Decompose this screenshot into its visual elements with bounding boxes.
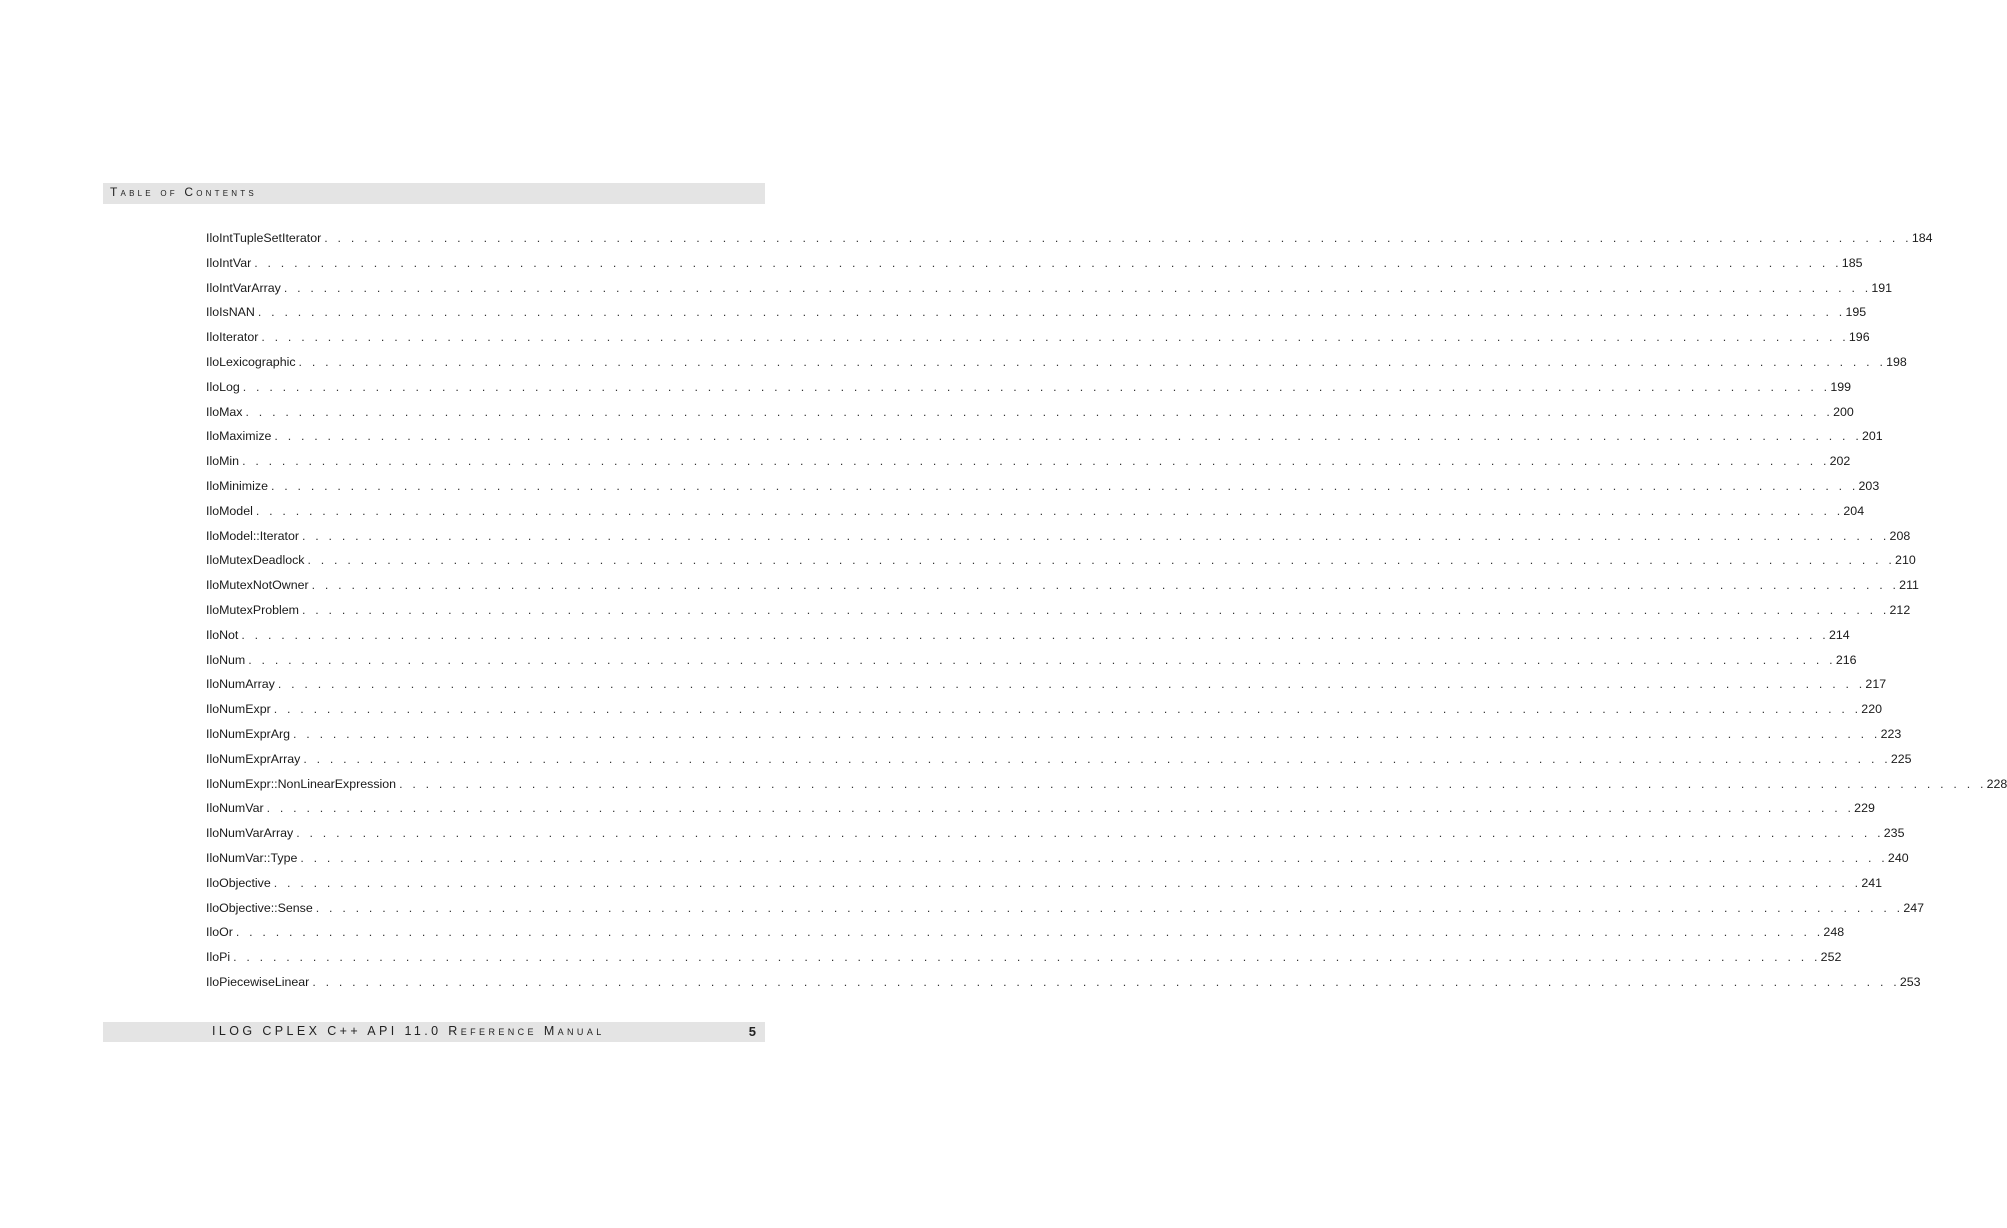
toc-entry-page[interactable]: 253 [1899,974,1921,989]
toc-entry[interactable] [206,228,1933,253]
toc-entry-page[interactable]: 211 [1899,578,1919,593]
toc-entry-page[interactable]: 200 [1833,404,1854,419]
toc-entry-page[interactable]: 198 [1886,354,1907,369]
toc-entry-name[interactable]: IloMin [206,454,240,469]
toc-entry[interactable] [206,774,2007,799]
toc-entry-page[interactable]: 235 [1883,826,1905,841]
toc-entry-name[interactable]: IloMutexProblem [206,602,299,617]
toc-entry[interactable] [206,253,1863,278]
toc-entry-page[interactable]: 204 [1843,503,1865,518]
toc-entry[interactable] [206,898,1925,923]
toc-entry-name[interactable]: IloIsNAN [206,305,255,320]
toc-entry-name[interactable]: IloMinimize [206,478,268,493]
toc-entry-name[interactable]: IloModel [206,503,253,518]
dot-leader: . . . . . . . . . . . . . . . . . . . . . . . . . . . . . . . . . . . . . . . . . . . . . . . . . . . . . . . . . . . . . . . . . . . . . . . . . . . . . . . . . . . . . . . . . . . . . . . . . . . . . . . . . . . . . . . . . . . . . . . . [233,950,1821,965]
dot-leader: . . . . . . . . . . . . . . . . . . . . . . . . . . . . . . . . . . . . . . . . . . . . . . . . . . . . . . . . . . . . . . . . . . . . . . . . . . . . . . . . . . . . . . . . . . . . . . . . . . . . . . . . . . . . . . . . . . . . . . . . [324,231,1912,245]
toc-entry[interactable] [206,501,1865,526]
toc-entry-name[interactable]: IloOr [206,925,233,940]
toc-entry-page[interactable]: 248 [1823,925,1845,940]
toc-entry[interactable] [206,922,1845,947]
dot-leader: . . . . . . . . . . . . . . . . . . . . . . . . . . . . . . . . . . . . . . . . . . . . . . . . . . . . . . . . . . . . . . . . . . . . . . . . . . . . . . . . . . . . . . . . . . . . . . . . . . . . . . . . . . . . . . . . . . . . . . . . [301,528,1890,543]
toc-entry-page[interactable]: 225 [1890,751,1912,766]
dot-leader: . . . . . . . . . . . . . . . . . . . . . . . . . . . . . . . . . . . . . . . . . . . . . . . . . . . . . . . . . . . . . . . . . . . . . . . . . . . . . . . . . . . . . . . . . . . . . . . . . . . . . . . . . . . . . . . . . . . . . . . . [266,801,1855,816]
toc-entry-page[interactable]: 214 [1828,627,1850,642]
dot-leader: . . . . . . . . . . . . . . . . . . . . . . . . . . . . . . . . . . . . . . . . . . . . . . . . . . . . . . . . . . . . . . . . . . . . . . . . . . . . . . . . . . . . . . . . . . . . . . . . . . . . . . . . . . . . . . . . . . . . . . . . [311,578,1900,593]
dot-leader: . . . . . . . . . . . . . . . . . . . . . . . . . . . . . . . . . . . . . . . . . . . . . . . . . . . . . . . . . . . . . . . . . . . . . . . . . . . . . . . . . . . . . . . . . . . . . . . . . . . . . . . . . . . . . . . . . . . . . . . . [241,627,1829,642]
toc-entry-name[interactable]: IloNumArray [206,677,275,692]
toc-entry-name[interactable]: IloNumExpr [206,702,271,717]
dot-leader: . . . . . . . . . . . . . . . . . . . . . . . . . . . . . . . . . . . . . . . . . . . . . . . . . . . . . . . . . . . . . . . . . . . . . . . . . . . . . . . . . . . . . . . . . . . . . . . . . . . . . . . . . . . . . . . . . . . . . . . . [315,900,1904,915]
toc-entry-name[interactable]: IloIntVar [206,255,252,270]
toc-entry[interactable] [206,377,1852,402]
toc-entry-name[interactable]: IloNumVar [206,801,264,816]
dot-leader: . . . . . . . . . . . . . . . . . . . . . . . . . . . . . . . . . . . . . . . . . . . . . . . . . . . . . . . . . . . . . . . . . . . . . . . . . . . . . . . . . . . . . . . . . . . . . . . . . . . . . . . . . . . . . . . . . . . . . . . . [245,404,1834,419]
dot-leader: . . . . . . . . . . . . . . . . . . . . . . . . . . . . . . . . . . . . . . . . . . . . . . . . . . . . . . . . . . . . . . . . . . . . . . . . . . . . . . . . . . . . . . . . . . . . . . . . . . . . . . . . . . . . . . . . . . . . . . . . [307,553,1896,568]
toc-entry-page[interactable]: 228 [1986,776,2007,791]
toc-entry[interactable] [206,302,1867,327]
toc-entry-page[interactable]: 252 [1820,950,1842,965]
toc-entry-name[interactable]: IloIntTupleSetIterator [206,231,322,245]
toc-entry[interactable] [206,550,1916,575]
toc-entry-name[interactable]: IloObjective::Sense [206,900,313,915]
toc-entry-page[interactable]: 240 [1887,850,1909,865]
dot-leader: . . . . . . . . . . . . . . . . . . . . . . . . . . . . . . . . . . . . . . . . . . . . . . . . . . . . . . . . . . . . . . . . . . . . . . . . . . . . . . . . . . . . . . . . . . . . . . . . . . . . . . . . . . . . . . . . . . . . . . . . [283,280,1872,295]
header-title: Table of Contents [110,185,257,199]
toc-entry-name[interactable]: IloNot [206,627,239,642]
toc-entry[interactable] [206,823,1905,848]
dot-leader: . . . . . . . . . . . . . . . . . . . . . . . . . . . . . . . . . . . . . . . . . . . . . . . . . . . . . . . . . . . . . . . . . . . . . . . . . . . . . . . . . . . . . . . . . . . . . . . . . . . . . . . . . . . . . . . . . . . . . . . . [254,255,1842,270]
page-number: 5 [748,1024,756,1039]
toc-entry-name[interactable]: IloModel::Iterator [206,528,299,543]
toc-entry-name[interactable]: IloIntVarArray [206,280,281,295]
toc-entry[interactable] [206,724,1902,749]
toc-entry-name[interactable]: IloNumVarArray [206,826,294,841]
toc-entry[interactable] [206,278,1893,303]
dot-leader: . . . . . . . . . . . . . . . . . . . . . . . . . . . . . . . . . . . . . . . . . . . . . . . . . . . . . . . . . . . . . . . . . . . . . . . . . . . . . . . . . . . . . . . . . . . . . . . . . . . . . . . . . . . . . . . . . . . . . . . . [312,974,1900,989]
dot-leader: . . . . . . . . . . . . . . . . . . . . . . . . . . . . . . . . . . . . . . . . . . . . . . . . . . . . . . . . . . . . . . . . . . . . . . . . . . . . . . . . . . . . . . . . . . . . . . . . . . . . . . . . . . . . . . . . . . . . . . . . [248,652,1836,667]
dot-leader: . . . . . . . . . . . . . . . . . . . . . . . . . . . . . . . . . . . . . . . . . . . . . . . . . . . . . . . . . . . . . . . . . . . . . . . . . . . . . . . . . . . . . . . . . . . . . . . . . . . . . . . . . . . . . . . . . . . . . . . . [273,875,1862,890]
dot-leader: . . . . . . . . . . . . . . . . . . . . . . . . . . . . . . . . . . . . . . . . . . . . . . . . . . . . . . . . . . . . . . . . . . . . . . . . . . . . . . . . . . . . . . . . . . . . . . . . . . . . . . . . . . . . . . . . . . . . . . . . [235,925,1824,940]
dot-leader: . . . . . . . . . . . . . . . . . . . . . . . . . . . . . . . . . . . . . . . . . . . . . . . . . . . . . . . . . . . . . . . . . . . . . . . . . . . . . . . . . . . . . . . . . . . . . . . . . . . . . . . . . . . . . . . . . . . . . . . . [242,379,1831,394]
toc-entry[interactable] [206,674,1887,699]
toc-entry[interactable] [206,352,1907,377]
dot-leader: . . . . . . . . . . . . . . . . . . . . . . . . . . . . . . . . . . . . . . . . . . . . . . . . . . . . . . . . . . . . . . . . . . . . . . . . . . . . . . . . . . . . . . . . . . . . . . . . . . . . . . . . . . . . . . . . . . . . . . . . [300,850,1888,865]
toc-entry[interactable] [206,526,1911,551]
toc-entry-name[interactable]: IloNumVar::Type [206,850,298,865]
toc-entry-page[interactable]: 229 [1854,801,1875,816]
toc-entry-name[interactable]: IloMax [206,404,243,419]
toc-entry-page[interactable]: 191 [1871,280,1893,295]
toc-entry[interactable] [206,873,1882,898]
toc-list [206,228,2007,997]
toc-entry[interactable] [206,972,1921,997]
dot-leader: . . . . . . . . . . . . . . . . . . . . . . . . . . . . . . . . . . . . . . . . . . . . . . . . . . . . . . . . . . . . . . . . . . . . . . . . . . . . . . . . . . . . . . . . . . . . . . . . . . . . . . . . . . . . . . . . . . . . . . . . [257,305,1846,320]
toc-entry-name[interactable]: IloIterator [206,330,259,345]
toc-entry-page[interactable]: 217 [1865,677,1887,692]
toc-entry[interactable] [206,476,1880,501]
dot-leader: . . . . . . . . . . . . . . . . . . . . . . . . . . . . . . . . . . . . . . . . . . . . . . . . . . . . . . . . . . . . . . . . . . . . . . . . . . . . . . . . . . . . . . . . . . . . . . . . . . . . . . . . . . . . . . . . . . . . . . . . [301,602,1890,617]
toc-entry-page[interactable]: 185 [1841,255,1863,270]
toc-entry[interactable] [206,625,1850,650]
toc-entry-name[interactable]: IloNum [206,652,246,667]
toc-entry[interactable] [206,848,1909,873]
running-footer [103,1022,765,1042]
toc-entry[interactable] [206,327,1870,352]
toc-entry-page[interactable]: 212 [1889,602,1911,617]
toc-entry[interactable] [206,600,1911,625]
toc-entry-page[interactable]: 199 [1830,379,1852,394]
dot-leader: . . . . . . . . . . . . . . . . . . . . . . . . . . . . . . . . . . . . . . . . . . . . . . . . . . . . . . . . . . . . . . . . . . . . . . . . . . . . . . . . . . . . . . . . . . . . . . . . . . . . . . . . . . . . . . . . . . . . . . . . [296,826,1884,841]
toc-entry-page[interactable]: 216 [1835,652,1857,667]
toc-entry-page[interactable]: 201 [1861,429,1883,444]
toc-entry-name[interactable]: IloMutexDeadlock [206,553,305,568]
dot-leader: . . . . . . . . . . . . . . . . . . . . . . . . . . . . . . . . . . . . . . . . . . . . . . . . . . . . . . . . . . . . . . . . . . . . . . . . . . . . . . . . . . . . . . . . . . . . . . . . . . . . . . . . . . . . . . . . . . . . . . . . [255,503,1844,518]
dot-leader: . . . . . . . . . . . . . . . . . . . . . . . . . . . . . . . . . . . . . . . . . . . . . . . . . . . . . . . . . . . . . . . . . . . . . . . . . . . . . . . . . . . . . . . . . . . . . . . . . . . . . . . . . . . . . . . . . . . . . . . . [293,726,1881,741]
toc-entry[interactable] [206,798,1875,823]
dot-leader: . . . . . . . . . . . . . . . . . . . . . . . . . . . . . . . . . . . . . . . . . . . . . . . . . . . . . . . . . . . . . . . . . . . . . . . . . . . . . . . . . . . . . . . . . . . . . . . . . . . . . . . . . . . . . . . . . . . . . . . . [273,702,1862,717]
toc-entry-page[interactable]: 202 [1829,454,1851,469]
toc-entry-name[interactable]: IloPi [206,950,231,965]
dot-leader: . . . . . . . . . . . . . . . . . . . . . . . . . . . . . . . . . . . . . . . . . . . . . . . . . . . . . . . . . . . . . . . . . . . . . . . . . . . . . . . . . . . . . . . . . . . . . . . . . . . . . . . . . . . . . . . . . . . . . . . . [261,330,1849,345]
toc-entry[interactable] [206,699,1882,724]
dot-leader: . . . . . . . . . . . . . . . . . . . . . . . . . . . . . . . . . . . . . . . . . . . . . . . . . . . . . . . . . . . . . . . . . . . . . . . . . . . . . . . . . . . . . . . . . . . . . . . . . . . . . . . . . . . . . . . . . . . . . . . . [274,429,1862,444]
toc-entry[interactable] [206,575,1919,600]
toc-entry[interactable] [206,451,1851,476]
toc-entry-name[interactable]: IloNumExprArg [206,726,291,741]
toc-entry-name[interactable]: IloObjective [206,875,271,890]
toc-entry[interactable] [206,947,1842,972]
toc-entry-page[interactable]: 247 [1903,900,1925,915]
toc-entry-name[interactable]: IloLog [206,379,240,394]
dot-leader: . . . . . . . . . . . . . . . . . . . . . . . . . . . . . . . . . . . . . . . . . . . . . . . . . . . . . . . . . . . . . . . . . . . . . . . . . . . . . . . . . . . . . . . . . . . . . . . . . . . . . . . . . . . . . . . . . . . . . . . . [399,776,1987,791]
dot-leader: . . . . . . . . . . . . . . . . . . . . . . . . . . . . . . . . . . . . . . . . . . . . . . . . . . . . . . . . . . . . . . . . . . . . . . . . . . . . . . . . . . . . . . . . . . . . . . . . . . . . . . . . . . . . . . . . . . . . . . . . [277,677,1866,692]
toc-entry-name[interactable]: IloNumExprArray [206,751,301,766]
toc-entry-page[interactable]: 184 [1911,231,1933,245]
dot-leader: . . . . . . . . . . . . . . . . . . . . . . . . . . . . . . . . . . . . . . . . . . . . . . . . . . . . . . . . . . . . . . . . . . . . . . . . . . . . . . . . . . . . . . . . . . . . . . . . . . . . . . . . . . . . . . . . . . . . . . . . [270,478,1859,493]
toc-entry-name[interactable]: IloNumExpr::NonLinearExpression [206,776,397,791]
toc-entry-page[interactable]: 220 [1861,702,1882,717]
toc-entry-page[interactable]: 208 [1889,528,1911,543]
footer-title: ILOG CPLEX C++ API 11.0 Reference Manual [212,1024,605,1038]
toc-entry-page[interactable]: 196 [1848,330,1870,345]
toc-entry-name[interactable]: IloLexicographic [206,354,296,369]
toc-entry[interactable] [206,650,1857,675]
toc-entry-page[interactable]: 241 [1861,875,1882,890]
toc-entry-page[interactable]: 223 [1880,726,1902,741]
toc-entry-page[interactable]: 195 [1845,305,1867,320]
toc-entry-name[interactable]: IloMutexNotOwner [206,578,309,593]
toc-entry[interactable] [206,749,1912,774]
toc-entry[interactable] [206,402,1854,427]
dot-leader: . . . . . . . . . . . . . . . . . . . . . . . . . . . . . . . . . . . . . . . . . . . . . . . . . . . . . . . . . . . . . . . . . . . . . . . . . . . . . . . . . . . . . . . . . . . . . . . . . . . . . . . . . . . . . . . . . . . . . . . . [303,751,1891,766]
dot-leader: . . . . . . . . . . . . . . . . . . . . . . . . . . . . . . . . . . . . . . . . . . . . . . . . . . . . . . . . . . . . . . . . . . . . . . . . . . . . . . . . . . . . . . . . . . . . . . . . . . . . . . . . . . . . . . . . . . . . . . . . [298,354,1887,369]
running-header [103,183,765,204]
toc-entry-page[interactable]: 210 [1895,553,1916,568]
toc-entry[interactable] [206,426,1883,451]
toc-entry-name[interactable]: IloPiecewiseLinear [206,974,310,989]
toc-entry-page[interactable]: 203 [1858,478,1880,493]
toc-entry-name[interactable]: IloMaximize [206,429,272,444]
dot-leader: . . . . . . . . . . . . . . . . . . . . . . . . . . . . . . . . . . . . . . . . . . . . . . . . . . . . . . . . . . . . . . . . . . . . . . . . . . . . . . . . . . . . . . . . . . . . . . . . . . . . . . . . . . . . . . . . . . . . . . . . [242,454,1830,469]
